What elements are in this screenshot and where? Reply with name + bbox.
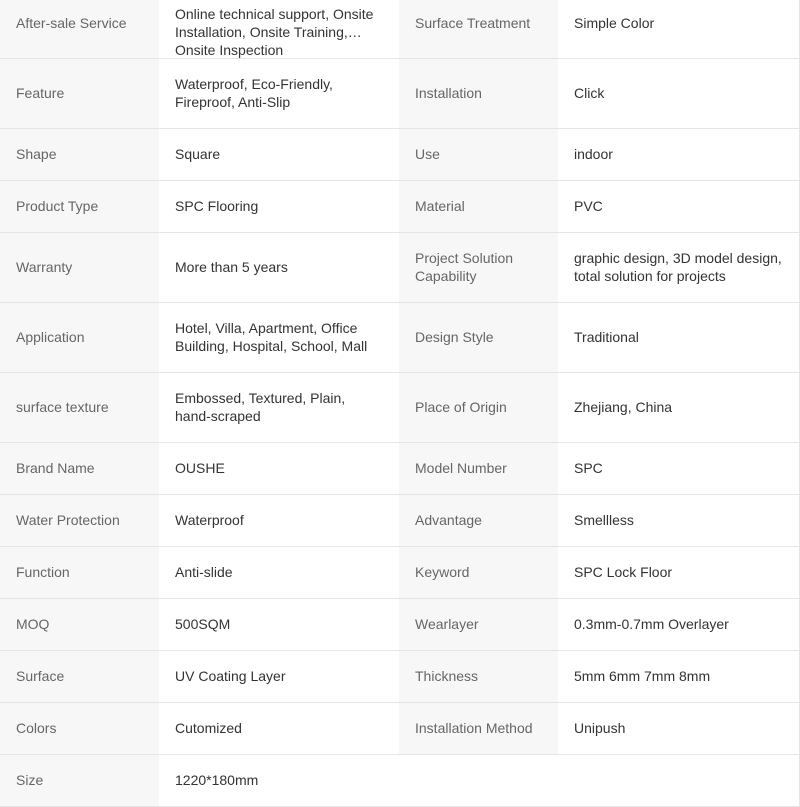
table-row <box>0 232 799 302</box>
attribute-name: Surface <box>0 650 159 702</box>
table-row <box>0 494 799 546</box>
table-row <box>0 58 799 128</box>
attribute-value: Cutomized <box>159 702 399 754</box>
attribute-name: Colors <box>0 702 159 754</box>
table-row <box>0 0 799 58</box>
table-row <box>0 302 799 372</box>
attribute-value: Traditional <box>558 302 799 372</box>
attribute-value: Embossed, Textured, Plain, hand-scraped <box>159 372 399 442</box>
attribute-name: Product Type <box>0 180 159 232</box>
attribute-name: Surface Treatment <box>399 0 558 58</box>
attribute-value: indoor <box>558 128 799 180</box>
table-row <box>0 702 799 754</box>
attribute-value: Simple Color <box>558 0 799 58</box>
empty-cell <box>558 754 799 806</box>
attribute-name: Advantage <box>399 494 558 546</box>
attribute-name: Size <box>0 754 159 806</box>
attribute-name: Material <box>399 180 558 232</box>
table-row <box>0 754 799 806</box>
table-row <box>0 650 799 702</box>
attribute-value: PVC <box>558 180 799 232</box>
table-row <box>0 180 799 232</box>
attribute-name: Brand Name <box>0 442 159 494</box>
table-row <box>0 598 799 650</box>
attribute-value: 0.3mm-0.7mm Overlayer <box>558 598 799 650</box>
attribute-value: 5mm 6mm 7mm 8mm <box>558 650 799 702</box>
empty-cell <box>399 754 558 806</box>
attribute-name: Feature <box>0 58 159 128</box>
attribute-name: Shape <box>0 128 159 180</box>
table-row <box>0 372 799 442</box>
attribute-name: Installation <box>399 58 558 128</box>
attribute-value: SPC <box>558 442 799 494</box>
attribute-value: Zhejiang, China <box>558 372 799 442</box>
attribute-value: Waterproof, Eco-Friendly, Fireproof, Anti-Slip <box>159 58 399 128</box>
attribute-value: Anti-slide <box>159 546 399 598</box>
attribute-name: surface texture <box>0 372 159 442</box>
attribute-name: Wearlayer <box>399 598 558 650</box>
attribute-value: SPC Lock Floor <box>558 546 799 598</box>
attribute-name: Installation Method <box>399 702 558 754</box>
attribute-value: UV Coating Layer <box>159 650 399 702</box>
attribute-name: Project Solution Capability <box>399 232 558 302</box>
attribute-name: MOQ <box>0 598 159 650</box>
attribute-value: Waterproof <box>159 494 399 546</box>
attribute-name: Function <box>0 546 159 598</box>
attribute-value: SPC Flooring <box>159 180 399 232</box>
attribute-value: Online technical support, Onsite Installation, Onsite Training, Onsite Inspection <box>159 0 399 58</box>
attribute-value: Hotel, Villa, Apartment, Office Building, Hospital, School, Mall <box>159 302 399 372</box>
table-row <box>0 442 799 494</box>
attribute-name: Keyword <box>399 546 558 598</box>
attribute-name: Application <box>0 302 159 372</box>
attribute-value: Unipush <box>558 702 799 754</box>
attribute-value: More than 5 years <box>159 232 399 302</box>
attribute-name: Water Protection <box>0 494 159 546</box>
attribute-name: Warranty <box>0 232 159 302</box>
table-row <box>0 546 799 598</box>
attribute-value: OUSHE <box>159 442 399 494</box>
attribute-name: Place of Origin <box>399 372 558 442</box>
attribute-name: After-sale Service <box>0 0 159 58</box>
table-row <box>0 128 799 180</box>
attribute-value: Square <box>159 128 399 180</box>
attribute-value: Smellless <box>558 494 799 546</box>
attribute-name: Thickness <box>399 650 558 702</box>
attribute-value: Click <box>558 58 799 128</box>
attribute-name: Model Number <box>399 442 558 494</box>
attribute-value: graphic design, 3D model design, total solution for projects <box>558 232 799 302</box>
attribute-value: 1220*180mm <box>159 754 399 806</box>
attribute-value: 500SQM <box>159 598 399 650</box>
attribute-name: Design Style <box>399 302 558 372</box>
attribute-name: Use <box>399 128 558 180</box>
